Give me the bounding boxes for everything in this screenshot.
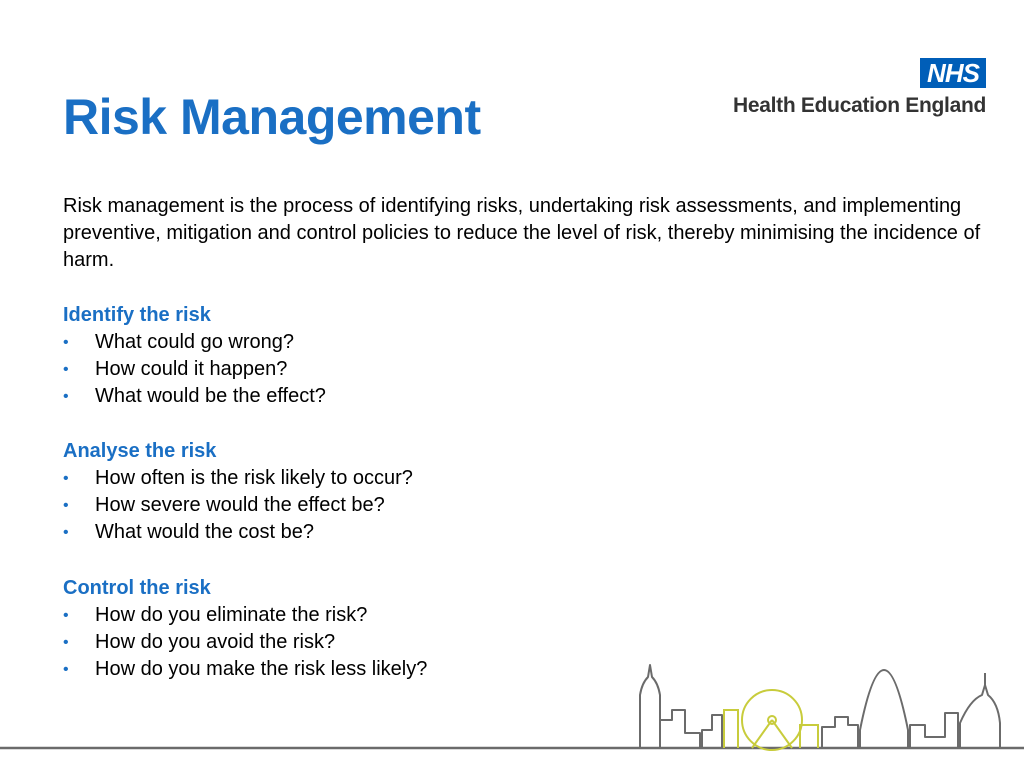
intro-paragraph: Risk management is the process of identifying risks, undertaking risk assessments, and implementing preventive, mitigation and control policies to reduce the level of risk, thereby minimising the incidence of harm. [63,195,981,271]
list-item [63,519,763,546]
list-item [63,356,763,383]
list-item-text: What would the cost be? [95,521,315,543]
london-skyline-icon [0,655,1024,768]
bullet-icon: • [63,361,69,378]
list-item-text: How do you avoid the risk? [95,631,336,653]
list-item-text: How do you make the risk less likely? [95,658,428,680]
bullet-icon: • [63,661,69,678]
list-item-text: What could go wrong? [95,331,295,353]
list-item [63,602,763,629]
list-item [63,629,763,656]
list-item [63,329,763,356]
section-analyse [63,438,763,546]
list-item [63,383,763,410]
organisation-name: Health Education England [733,94,986,117]
page-title: Risk Management [63,89,481,145]
list-item [63,465,763,492]
bullet-icon: • [63,607,69,624]
nhs-logo-box: NHS [920,58,986,88]
section-heading: Identify the risk [63,304,211,326]
bullet-list [63,329,763,410]
list-item-text: How could it happen? [95,358,288,380]
bullet-icon: • [63,470,69,487]
list-item-text: How do you eliminate the risk? [95,604,368,626]
bullet-list [63,465,763,546]
nhs-hee-logo [700,58,990,124]
list-item-text: What would be the effect? [95,385,326,407]
bullet-icon: • [63,388,69,405]
bullet-icon: • [63,497,69,514]
section-heading: Control the risk [63,577,211,599]
bullet-icon: • [63,334,69,351]
bullet-icon: • [63,524,69,541]
section-identify [63,302,763,410]
bullet-icon: • [63,634,69,651]
list-item-text: How severe would the effect be? [95,494,385,516]
list-item-text: How often is the risk likely to occur? [95,467,413,489]
list-item [63,492,763,519]
section-heading: Analyse the risk [63,440,217,462]
